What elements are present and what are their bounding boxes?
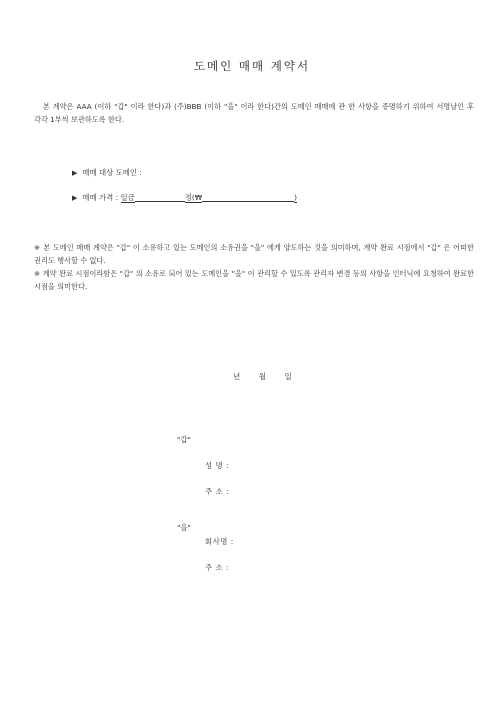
date-line: 년 월 일 — [233, 372, 292, 381]
party-a-address-field: 주 소 : — [205, 487, 229, 496]
triangle-bullet-icon: ▶ — [72, 169, 78, 177]
document-title: 도메인 매매 계약서 — [193, 59, 311, 73]
price-item — [72, 192, 297, 203]
price-words-blank — [135, 192, 185, 202]
domain-label: 매매 대상 도메인 : — [82, 168, 142, 177]
note-2: ※ 계약 완료 시점이라함은 "갑" 의 소유로 되어 있는 도메인을 "을" 이 관리할 수 있도록 관리자 변경 등의 사항을 인터닉에 요청하여 완료한 시점을 의미한다. — [34, 269, 474, 291]
party-b-company-field: 회사명 : — [205, 537, 234, 546]
note-1: ※ 본 도메인 매매 계약은 "갑" 이 소유하고 있는 도메인의 소유권을 "을" 에게 양도하는 것을 의미하며, 계약 완료 시점에서 "갑" 은 어떠한 권리도 행사할 수 없다. — [34, 243, 474, 265]
price-number-blank — [202, 192, 294, 202]
triangle-bullet-icon: ▶ — [72, 194, 78, 202]
price-prefix: 일금 — [120, 193, 135, 202]
party-a-label: "갑" — [177, 435, 191, 444]
party-a-name-field: 성 명 : — [205, 461, 229, 470]
party-b-address-field: 주 소 : — [205, 563, 229, 572]
party-b-label: "을" — [177, 523, 191, 532]
price-suffix: ) — [294, 193, 298, 202]
intro-paragraph: 본 계약은 AAA (이하 "갑" 이라 한다)과 (주)BBB (이하 "을" 이라 한다)간의 도메인 매매에 관 한 사항을 증명하기 위하여 서명날인 후 각각 1부씩 보관하도록 한다. — [34, 102, 474, 124]
price-middle: 정(₩ — [184, 193, 203, 202]
domain-item — [72, 167, 142, 178]
notes-block — [34, 241, 474, 293]
price-label: 매매 가격 : — [82, 193, 119, 202]
